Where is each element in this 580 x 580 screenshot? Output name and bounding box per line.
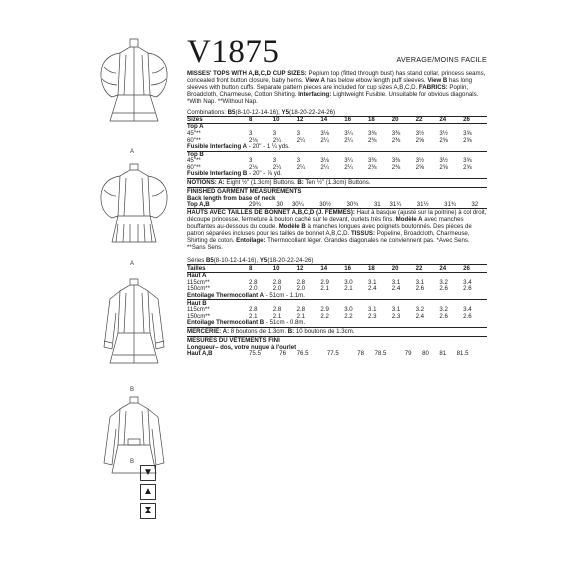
table-cell: 30¾ bbox=[346, 201, 359, 209]
up-triangle-icon: ▲ bbox=[140, 484, 156, 500]
table-cell: 2¼ bbox=[296, 163, 306, 171]
table-row bbox=[187, 351, 487, 358]
table-cell: 2.6 bbox=[439, 312, 448, 320]
table-cell: 3⅜ bbox=[391, 157, 401, 165]
drawing-label: B bbox=[130, 387, 135, 393]
interfacing-label: Interfacing: bbox=[298, 90, 332, 98]
size-cell: 26 bbox=[463, 116, 487, 124]
row-label: Haut A,B bbox=[187, 349, 213, 357]
drawing-view-a-back bbox=[88, 158, 180, 268]
table-cell: 2.2 bbox=[320, 312, 329, 320]
row-label: 60"** bbox=[187, 163, 201, 171]
row-label: Top A,B bbox=[187, 201, 210, 209]
finished-table-fr bbox=[187, 351, 487, 358]
fabrics-label: FABRICS: bbox=[418, 83, 448, 91]
table-cell: 78.5 bbox=[374, 349, 387, 357]
size-cell: 16 bbox=[344, 116, 368, 124]
combo-y5: Y5 bbox=[259, 257, 268, 265]
size-cell: 10 bbox=[273, 265, 297, 273]
combinations-en bbox=[187, 109, 487, 116]
entoilage-text: Thermocollant léger. Grandes diagonales ne conviennent pas. *Avec Sens. **Sans Sens. bbox=[187, 236, 470, 251]
mercerie-a-label: A: bbox=[221, 328, 230, 336]
view-b-label: View B bbox=[427, 76, 448, 84]
table-cell: 2.1 bbox=[296, 312, 306, 320]
fusible-a bbox=[187, 144, 487, 151]
size-cell: 20 bbox=[392, 265, 416, 273]
table-cell: 76 bbox=[279, 349, 287, 357]
drawing-view-a-front bbox=[88, 33, 180, 155]
table-cell: 3½ bbox=[415, 129, 425, 137]
table-cell: 2.0 bbox=[296, 285, 306, 293]
table-cell: 78 bbox=[357, 349, 364, 357]
size-cell: 16 bbox=[344, 265, 368, 273]
table-cell: 2.8 bbox=[272, 278, 282, 286]
row-label: 150cm** bbox=[187, 285, 211, 293]
view-a-label: View A bbox=[305, 76, 325, 84]
notions-b-label: B: bbox=[297, 179, 304, 187]
entoilage-a-label: Entoilage Thermocollant A bbox=[187, 291, 264, 299]
table-cell: 3 bbox=[296, 157, 300, 165]
table-cell: 2¼ bbox=[272, 136, 282, 144]
fusible-b-label: Fusible Interfacing B bbox=[187, 170, 248, 178]
table-cell: 2⅛ bbox=[249, 136, 258, 144]
size-cell: 22 bbox=[416, 116, 440, 124]
table-cell: 3.1 bbox=[391, 278, 401, 286]
view-b-text: has long sleeves with button cuffs. Separate pattern pieces are included for cup sizes A,B,C,D. bbox=[187, 76, 473, 91]
symbol-legend bbox=[140, 465, 158, 522]
drawing-view-b-back bbox=[88, 393, 180, 503]
notions-b-text: Ten ½" (1.3cm) Buttons. bbox=[303, 179, 371, 187]
notions-a-text: Eight ½" (1.3cm) Buttons. bbox=[224, 179, 298, 187]
longueur-label: Longueur– dos, votre nuque à l'ourlet bbox=[187, 343, 297, 351]
combo-b5-sizes: (8-10-12-14-16), bbox=[235, 108, 282, 116]
size-cell: 14 bbox=[320, 116, 344, 124]
table-cell: 3⅝ bbox=[463, 157, 472, 165]
table-cell: 2⅝ bbox=[439, 163, 448, 171]
modele-b-text: à manches longues avec poignets boutonnés. Des pièces de patron séparées incluses pour les tailles de bonnet A,B,C,D. bbox=[187, 222, 472, 237]
table-cell: 3⅝ bbox=[463, 129, 472, 137]
table-cell: 3.1 bbox=[391, 306, 401, 314]
table-cell: 2¼ bbox=[320, 136, 329, 144]
table-cell: 2.4 bbox=[391, 285, 401, 293]
notions-a-label: A: bbox=[216, 179, 225, 187]
table-cell: 3.0 bbox=[344, 278, 353, 286]
row-label: 150cm** bbox=[187, 312, 211, 320]
table-row bbox=[187, 171, 487, 178]
entoilage-label: Entoilage: bbox=[236, 236, 266, 244]
mercerie-label: MERCERIE: bbox=[187, 328, 222, 336]
view-a-text: has below elbow length puff sleeves. bbox=[324, 76, 428, 84]
table-cell: 76.5 bbox=[296, 349, 309, 357]
table-cell: 3 bbox=[272, 157, 277, 165]
table-cell: 2⅛ bbox=[249, 163, 258, 171]
table-cell: 3½ bbox=[415, 157, 425, 165]
fusible-b bbox=[187, 171, 487, 178]
haut-b-label: Haut B bbox=[187, 300, 487, 307]
table-cell: 2.3 bbox=[367, 312, 377, 320]
table-cell: 2.4 bbox=[367, 285, 377, 293]
table-cell: 3⅛ bbox=[320, 157, 329, 165]
row-label: 45"** bbox=[187, 129, 201, 137]
table-cell: 3.4 bbox=[463, 278, 472, 286]
row-label: 45"** bbox=[187, 157, 201, 165]
series-fr bbox=[187, 257, 487, 264]
table-row bbox=[187, 144, 487, 151]
table-cell: 3⅛ bbox=[320, 129, 329, 137]
table-cell: 30 bbox=[276, 201, 284, 209]
fusible-a-value: - 20" - 1 ¼ yds. bbox=[247, 143, 290, 151]
table-cell: 2⅜ bbox=[367, 136, 377, 144]
entoilage-b-label: Entoilage Thermocollant B bbox=[187, 319, 265, 327]
table-cell: 2.1 bbox=[249, 312, 258, 320]
tissus-label: TISSUS: bbox=[350, 229, 375, 237]
combo-y5-sizes: (18-20-22-24-26) bbox=[289, 108, 336, 116]
difficulty-level: AVERAGE/MOINS FACILE bbox=[396, 55, 487, 64]
top-b-label: Top B bbox=[187, 151, 487, 158]
table-cell: 2.9 bbox=[320, 278, 329, 286]
table-cell: 3¼ bbox=[344, 157, 353, 165]
size-cell: 8 bbox=[249, 265, 273, 273]
hourglass-icon: ⧗ bbox=[140, 503, 156, 519]
drawing-label: B bbox=[130, 459, 135, 465]
table-cell: 3.1 bbox=[367, 306, 377, 314]
desc-text: Haut à basque (ajusté sur la poitrine) à col droit, découpe princesse, fermeture à bouton caché sur le devant, ourlets très fins. bbox=[187, 208, 487, 223]
size-cell: 14 bbox=[320, 265, 344, 273]
table-cell: 32 bbox=[471, 201, 479, 209]
size-cell: 18 bbox=[368, 116, 392, 124]
notions-label: NOTIONS: bbox=[187, 179, 217, 187]
drawing-view-b-front bbox=[88, 273, 180, 393]
mercerie-fr bbox=[187, 327, 487, 337]
table-cell: 30¼ bbox=[291, 201, 304, 209]
table-cell: 79 bbox=[404, 349, 412, 357]
table-cell: 2.6 bbox=[415, 285, 425, 293]
table-row bbox=[187, 265, 487, 273]
row-label: 115cm** bbox=[187, 278, 210, 286]
combinations-label: Combinations: bbox=[187, 108, 226, 116]
table-cell: 2.1 bbox=[320, 285, 329, 293]
table-cell: 2.3 bbox=[391, 312, 401, 320]
title-en: MISSES' TOPS WITH A,B,C,D CUP SIZES: bbox=[187, 70, 307, 77]
table-cell: 3.0 bbox=[344, 306, 353, 314]
table-cell: 31¼ bbox=[389, 201, 402, 209]
size-cell: 20 bbox=[392, 116, 416, 124]
table-cell: 2⅝ bbox=[415, 163, 425, 171]
finished-measurements-title: FINISHED GARMENT MEASUREMENTS bbox=[187, 187, 302, 195]
tailles-label: Tailles bbox=[187, 265, 249, 273]
top-a-label: Top A bbox=[187, 124, 487, 131]
size-cell: 12 bbox=[297, 265, 321, 273]
combo-b5: B5 bbox=[205, 257, 214, 265]
modele-b-label: Modèle B bbox=[278, 222, 306, 230]
table-cell: 3.2 bbox=[439, 306, 448, 314]
table-cell: 75.5 bbox=[249, 349, 261, 357]
table-cell: 2¼ bbox=[344, 163, 353, 171]
table-row bbox=[187, 116, 487, 124]
haut-a-label: Haut A bbox=[187, 273, 487, 280]
table-row bbox=[187, 320, 487, 327]
table-cell: 2¼ bbox=[272, 163, 282, 171]
combo-b5-sizes: (8-10-12-14-16), bbox=[213, 257, 260, 265]
modele-a-label: Modèle A bbox=[395, 215, 423, 223]
technical-drawings bbox=[88, 33, 180, 513]
table-cell: 2⅜ bbox=[391, 163, 401, 171]
pattern-number: V1875 bbox=[187, 34, 280, 70]
table-cell: 2⅝ bbox=[463, 163, 472, 171]
table-cell: 3 bbox=[272, 129, 277, 137]
table-cell: 2⅝ bbox=[415, 136, 425, 144]
size-cell: 18 bbox=[368, 265, 392, 273]
size-cell: 10 bbox=[273, 116, 297, 124]
pattern-info bbox=[187, 33, 487, 357]
mercerie-a-text: 8 boutons de 1.3cm. bbox=[229, 328, 288, 336]
mercerie-b-text: 10 boutons de 1.3cm. bbox=[294, 328, 355, 336]
description-en bbox=[187, 71, 487, 106]
table-cell: 2.6 bbox=[463, 285, 472, 293]
size-cell: 24 bbox=[439, 116, 463, 124]
mesures-title: MESURES DU VÊTEMENTS FINI bbox=[187, 336, 280, 344]
table-cell: 31½ bbox=[416, 201, 429, 209]
table-cell: 2.8 bbox=[249, 306, 258, 314]
header bbox=[187, 33, 487, 70]
description-fr bbox=[187, 208, 487, 251]
table-cell: 81 bbox=[439, 349, 447, 357]
table-cell: 3.2 bbox=[415, 306, 425, 314]
table-cell: 3½ bbox=[439, 157, 448, 165]
size-cell: 8 bbox=[249, 116, 273, 124]
table-cell: 2.8 bbox=[249, 278, 258, 286]
size-cell: 24 bbox=[439, 265, 463, 273]
size-cell: 12 bbox=[297, 116, 321, 124]
table-cell: 77.5 bbox=[326, 349, 339, 357]
title-fr: HAUTS AVEC TAILLES DE BONNET A,B,C,D (J. FEMMES): bbox=[187, 208, 355, 216]
modele-a-text: avec manches bouffantes au-dessous du coude. bbox=[187, 215, 464, 230]
table-cell: 2¼ bbox=[320, 163, 329, 171]
drawing-label: A bbox=[130, 149, 135, 155]
table-cell: 2.1 bbox=[344, 285, 353, 293]
table-cell: 2.0 bbox=[249, 285, 258, 293]
entoilage-a-value: - 51cm - 1.1m. bbox=[263, 291, 305, 299]
fabrics-text: Poplin, Broadcloth, Charmeuse, Cotton Shirting. bbox=[187, 83, 469, 98]
sizes-label: Sizes bbox=[187, 116, 249, 124]
table-cell: 2.8 bbox=[272, 306, 282, 314]
table-cell: 2⅜ bbox=[367, 163, 377, 171]
desc-text: Peplum top (fitted through bust) has stand collar, princess seams, concealed front button closure, baby hems. bbox=[187, 70, 486, 84]
table-cell: 31¾ bbox=[444, 201, 456, 209]
table-cell: 2.9 bbox=[320, 306, 329, 314]
entoilage-b bbox=[187, 320, 487, 327]
table-cell: 3.4 bbox=[463, 306, 472, 314]
table-cell: 2.0 bbox=[272, 285, 282, 293]
table-cell: 3⅜ bbox=[367, 129, 377, 137]
tissus-text: Popeline, Broadcloth, Charmeuse, Shirting de coton. bbox=[187, 229, 470, 244]
table-cell: 30½ bbox=[319, 201, 332, 209]
table-cell: 81.5 bbox=[456, 349, 469, 357]
row-label: 60"** bbox=[187, 136, 201, 144]
table-cell: 2.4 bbox=[415, 312, 425, 320]
combo-y5: Y5 bbox=[281, 108, 289, 116]
entoilage-b-value: - 51cm - 0.8m. bbox=[264, 319, 306, 327]
notions-en bbox=[187, 178, 487, 188]
yardage-table-en bbox=[187, 116, 487, 178]
table-cell: 3¼ bbox=[344, 129, 353, 137]
size-cell: 22 bbox=[416, 265, 440, 273]
table-cell: 3.1 bbox=[367, 278, 377, 286]
mercerie-b-label: B: bbox=[287, 328, 295, 336]
table-cell: 3⅜ bbox=[367, 157, 377, 165]
table-cell: 2.8 bbox=[296, 306, 306, 314]
table-cell: 2.6 bbox=[439, 285, 448, 293]
combo-b5: B5 bbox=[227, 108, 236, 116]
fusible-a-label: Fusible Interfacing A bbox=[187, 143, 248, 151]
table-cell: 3 bbox=[296, 129, 300, 137]
table-cell: 31 bbox=[373, 201, 381, 209]
table-cell: 2¼ bbox=[344, 136, 353, 144]
table-cell: 3⅜ bbox=[391, 129, 401, 137]
table-cell: 2⅝ bbox=[463, 136, 472, 144]
table-row bbox=[187, 202, 487, 209]
table-cell: 2.8 bbox=[296, 278, 306, 286]
table-cell: 29¾ bbox=[249, 201, 261, 209]
drawing-label: A bbox=[130, 261, 135, 267]
entoilage-a bbox=[187, 293, 487, 300]
row-label: 115cm** bbox=[187, 306, 210, 314]
table-cell: 3 bbox=[249, 157, 253, 165]
table-cell: 2⅜ bbox=[391, 136, 401, 144]
table-cell: 2¼ bbox=[296, 136, 306, 144]
fusible-b-value: - 20" - ⅞ yd. bbox=[247, 170, 282, 178]
table-row bbox=[187, 293, 487, 300]
metrage-table-fr bbox=[187, 264, 487, 326]
table-cell: 2.1 bbox=[272, 312, 282, 320]
down-triangle-icon: ▼ bbox=[140, 465, 156, 481]
table-cell: 2⅝ bbox=[439, 136, 448, 144]
combo-y5-sizes: (18-20-22-24-26) bbox=[267, 257, 314, 265]
table-cell: 3.2 bbox=[439, 278, 448, 286]
interfacing-text: Lightweight Fusible. Unsuitable for obvious diagonals. *With Nap. **Without Nap. bbox=[187, 90, 479, 105]
table-cell: 80 bbox=[422, 349, 429, 357]
size-cell: 26 bbox=[463, 265, 487, 273]
table-cell: 3½ bbox=[439, 129, 448, 137]
table-cell: 3 bbox=[249, 129, 253, 137]
table-cell: 2.2 bbox=[344, 312, 353, 320]
table-cell: 2.6 bbox=[463, 312, 472, 320]
table-cell: 3.1 bbox=[415, 278, 425, 286]
back-length-label: Back length from base of neck bbox=[187, 194, 276, 202]
series-label: Séries bbox=[187, 257, 205, 265]
finished-table-en bbox=[187, 202, 487, 209]
